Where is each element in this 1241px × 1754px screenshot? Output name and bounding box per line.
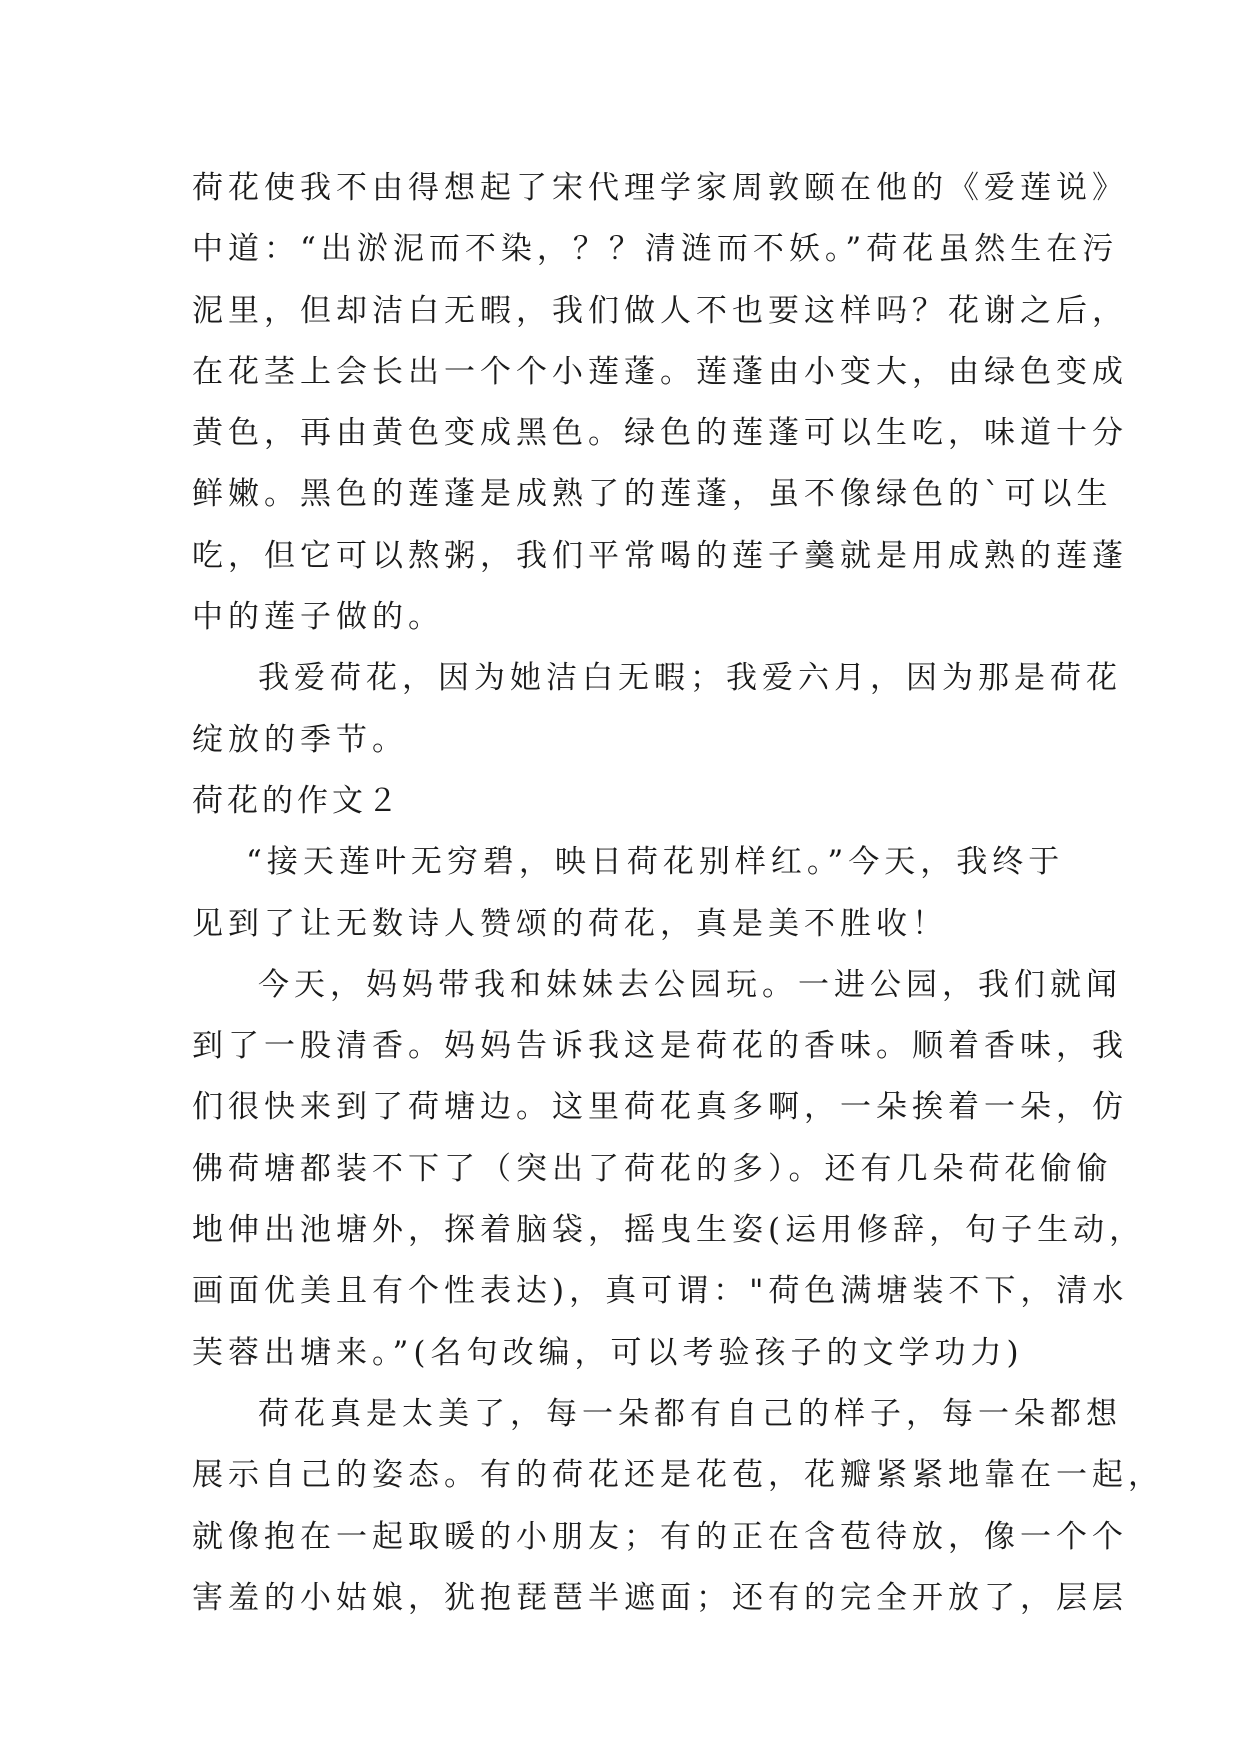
text-line: 鲜嫩。黑色的莲蓬是成熟了的莲蓬，虽不像绿色的`可以生 <box>192 476 1113 513</box>
text-line: 到了一股清香。妈妈告诉我这是荷花的香味。顺着香味，我 <box>192 1028 1128 1065</box>
text-line: 见到了让无数诗人赞颂的荷花，真是美不胜收！ <box>192 905 948 942</box>
paragraph-start-line: 荷花真是太美了，每一朵都有自己的样子，每一朵都想 <box>258 1395 1122 1432</box>
text-line: 芙蓉出塘来。”(名句改编，可以考验孩子的文学功力) <box>192 1334 1024 1371</box>
text-line: 画面优美且有个性表达)，真可谓："荷色满塘装不下，清水 <box>192 1273 1129 1310</box>
text-line: 中的莲子做的。 <box>192 599 444 636</box>
text-line: 黄色，再由黄色变成黑色。绿色的莲蓬可以生吃，味道十分 <box>192 415 1128 452</box>
text-line: 佛荷塘都装不下了（突出了荷花的多）。还有几朵荷花偷偷 <box>192 1150 1113 1187</box>
text-line: 泥里，但却洁白无暇，我们做人不也要这样吗？花谢之后， <box>192 292 1128 329</box>
text-line: 荷花使我不由得想起了宋代理学家周敦颐在他的《爱莲说》 <box>192 170 1128 206</box>
paragraph-start-line: 今天，妈妈带我和妹妹去公园玩。一进公园，我们就闻 <box>258 966 1122 1003</box>
text-line: 就像抱在一起取暖的小朋友；有的正在含苞待放，像一个个 <box>192 1518 1128 1555</box>
paragraph-start-line: 我爱荷花，因为她洁白无暇；我爱六月，因为那是荷花 <box>258 660 1122 697</box>
text-line: 地伸出池塘外，探着脑袋，摇曳生姿(运用修辞，句子生动， <box>192 1212 1146 1249</box>
text-line: 吃，但它可以熬粥，我们平常喝的莲子羹就是用成熟的莲蓬 <box>192 537 1128 574</box>
text-line: 展示自己的姿态。有的荷花还是花苞，花瓣紧紧地靠在一起， <box>192 1457 1164 1494</box>
text-line: 绽放的季节。 <box>192 721 408 758</box>
text-line: 们很快来到了荷塘边。这里荷花真多啊，一朵挨着一朵，仿 <box>192 1089 1128 1126</box>
text-line: 中道：“出淤泥而不染，？？清涟而不妖。”荷花虽然生在污 <box>192 231 1119 268</box>
text-line: 在花茎上会长出一个个小莲蓬。莲蓬由小变大，由绿色变成 <box>192 353 1128 390</box>
paragraph-start-line: “接天莲叶无穷碧，映日荷花别样红。”今天，我终于 <box>246 844 1065 881</box>
text-line: 害羞的小姑娘，犹抱琵琶半遮面；还有的完全开放了，层层 <box>192 1579 1128 1616</box>
section-heading: 荷花的作文２ <box>192 782 402 819</box>
document-body <box>192 158 1164 1629</box>
